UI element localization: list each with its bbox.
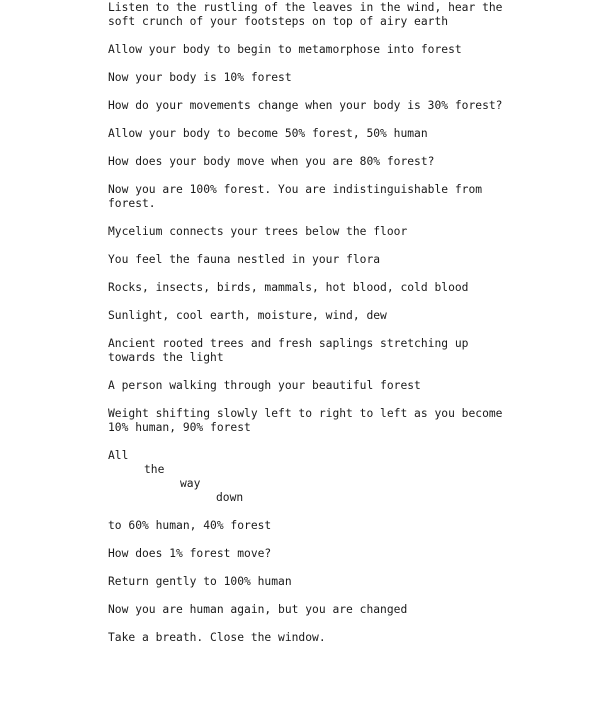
descent-word: All: [108, 449, 129, 462]
poem-line: Take a breath. Close the window.: [108, 631, 326, 644]
poem-line: to 60% human, 40% forest: [108, 519, 272, 532]
poem-line: You feel the fauna nestled in your flora: [108, 253, 381, 266]
descending-stanza: [108, 449, 508, 505]
poem-line: Allow your body to begin to metamorphose into forest: [108, 43, 462, 56]
poem-line: Rocks, insects, birds, mammals, hot blood, cold blood: [108, 281, 469, 294]
poem-line: Now your body is 10% forest: [108, 71, 292, 84]
poem-text: [108, 1, 508, 645]
descent-word: way: [180, 477, 201, 490]
poem-line: Ancient rooted trees and fresh saplings stretching up towards the light: [108, 337, 476, 364]
poem-line: How do your movements change when your body is 30% forest?: [108, 99, 503, 112]
descent-word: the: [144, 463, 165, 476]
poem-line: How does your body move when you are 80% forest?: [108, 155, 435, 168]
poem-line: Allow your body to become 50% forest, 50% human: [108, 127, 428, 140]
poem-line: How does 1% forest move?: [108, 547, 272, 560]
poem-line: A person walking through your beautiful forest: [108, 379, 421, 392]
poem-line: Now you are 100% forest. You are indistinguishable from forest.: [108, 183, 489, 210]
poem-line: Weight shifting slowly left to right to left as you become 10% human, 90% forest: [108, 407, 510, 434]
descent-word: down: [216, 491, 244, 504]
poem-line: Sunlight, cool earth, moisture, wind, dew: [108, 309, 387, 322]
poem-line: Return gently to 100% human: [108, 575, 292, 588]
poem-line: Mycelium connects your trees below the floor: [108, 225, 408, 238]
poem-line: Now you are human again, but you are changed: [108, 603, 408, 616]
poem-line: Listen to the rustling of the leaves in the wind, hear the soft crunch of your footsteps on top of airy earth: [108, 1, 510, 28]
